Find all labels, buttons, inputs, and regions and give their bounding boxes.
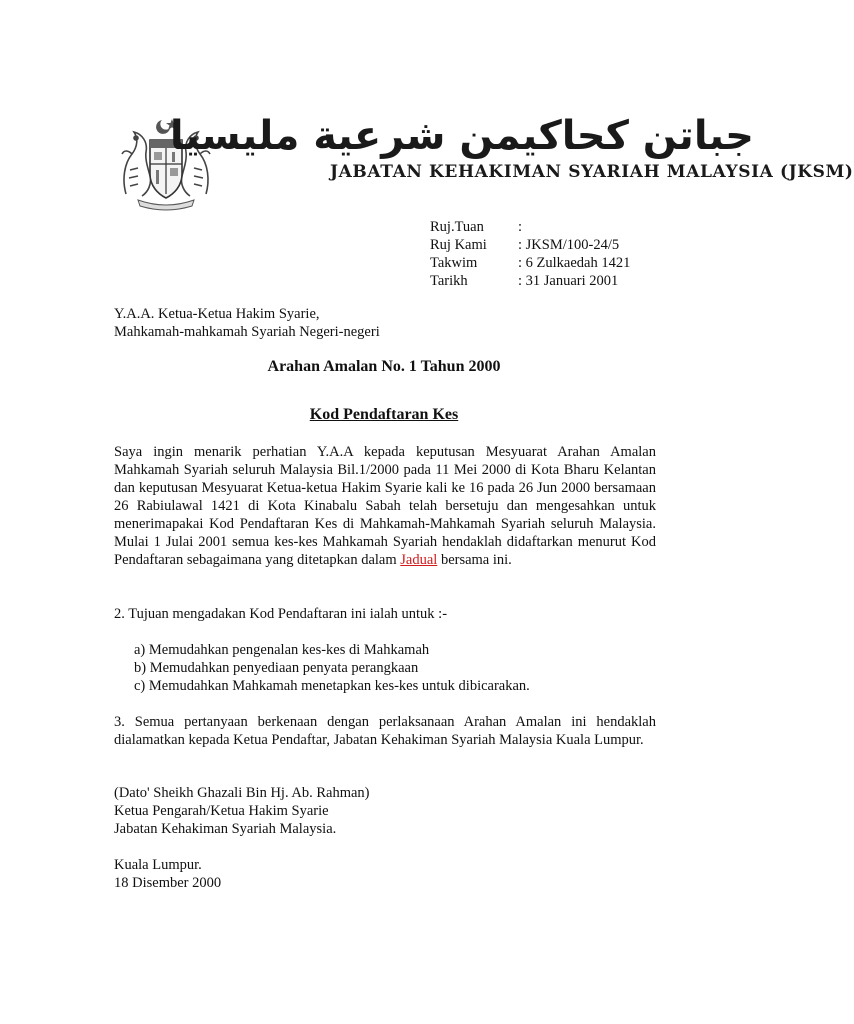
purpose-list [134, 641, 530, 695]
ref-row-tarikh [430, 272, 630, 290]
paragraph-1 [114, 443, 656, 569]
reference-block [430, 218, 630, 290]
paragraph-1-tail: bersama ini. [437, 552, 512, 568]
paragraph-3: 3. Semua pertanyaan berkenaan dengan perlaksanaan Arahan Amalan ini hendaklah dialamatkan kepada Ketua Pendaftar, Jabatan Kehakiman Syariah Malaysia Kuala Lumpur. [114, 714, 656, 748]
signatory-position: Ketua Pengarah/Ketua Hakim Syarie [114, 803, 329, 819]
document-subtitle: Kod Pendaftaran Kes [309, 406, 459, 423]
ref-row-ruj-kami [430, 236, 630, 254]
signatory-name: (Dato' Sheikh Ghazali Bin Hj. Ab. Rahman) [114, 785, 370, 801]
paragraph-1-text: Saya ingin menarik perhatian Y.A.A kepada keputusan Mesyuarat Arahan Amalan Mahkamah Syariah seluruh Malaysia Bil.1/2000 pada 11 Mei 2000 di Kota Bharu Kelantan dan keputusan Mesyuarat Ketua-ketua Hakim Syarie kali ke 16 pada 26 Jun 2000 bersamaan 26 Rabiulawal 1421 di Kota Kinabalu Sabah telah bersetuju dan mengesahkan untuk menerimapakai Kod Pendaftaran Kes di Mahkamah-Mahkamah Syariah seluruh Malaysia. Mulai 1 Julai 2001 semua kes-kes Mahkamah Syariah hendaklah didaftarkan menurut Kod Pendaftaran sebagaimana yang ditetapkan dalam [114, 444, 656, 568]
ref-value: : 31 Januari 2001 [518, 273, 619, 289]
department-name: JABATAN KEHAKIMAN SYARIAH MALAYSIA (JKSM) [330, 162, 854, 182]
ref-value: : JKSM/100-24/5 [518, 237, 620, 253]
place-date [114, 856, 221, 892]
list-item: a) Memudahkan pengenalan kes-kes di Mahkamah [134, 642, 430, 658]
ref-label: Takwim [430, 255, 478, 271]
place: Kuala Lumpur. [114, 857, 202, 873]
jawi-department-name: جباتن كحاكيمن شرعية مليسيا [169, 113, 754, 159]
ref-row-ruj-tuan [430, 218, 630, 236]
ref-row-takwim [430, 254, 630, 272]
paragraph-2: 2. Tujuan mengadakan Kod Pendaftaran ini ialah untuk :- [114, 606, 448, 622]
addressee-line-2: Mahkamah-mahkamah Syariah Negeri-negeri [114, 324, 380, 340]
list-item: c) Memudahkan Mahkamah menetapkan kes-kes untuk dibicarakan. [134, 678, 530, 694]
date: 18 Disember 2000 [114, 875, 222, 891]
ref-label: Ruj.Tuan [430, 219, 484, 235]
signature-block [114, 784, 370, 838]
ref-value: : [518, 219, 523, 235]
ref-label: Tarikh [430, 273, 468, 289]
signatory-department: Jabatan Kehakiman Syariah Malaysia. [114, 821, 337, 837]
jadual-link[interactable]: Jadual [400, 552, 438, 568]
document-title: Arahan Amalan No. 1 Tahun 2000 [267, 358, 501, 375]
addressee [114, 305, 380, 341]
list-item: b) Memudahkan penyediaan penyata perangkaan [134, 660, 419, 676]
addressee-line-1: Y.A.A. Ketua-Ketua Hakim Syarie, [114, 306, 320, 322]
letterhead [92, 108, 854, 208]
ref-label: Ruj Kami [430, 237, 487, 253]
ref-value: : 6 Zulkaedah 1421 [518, 255, 631, 271]
